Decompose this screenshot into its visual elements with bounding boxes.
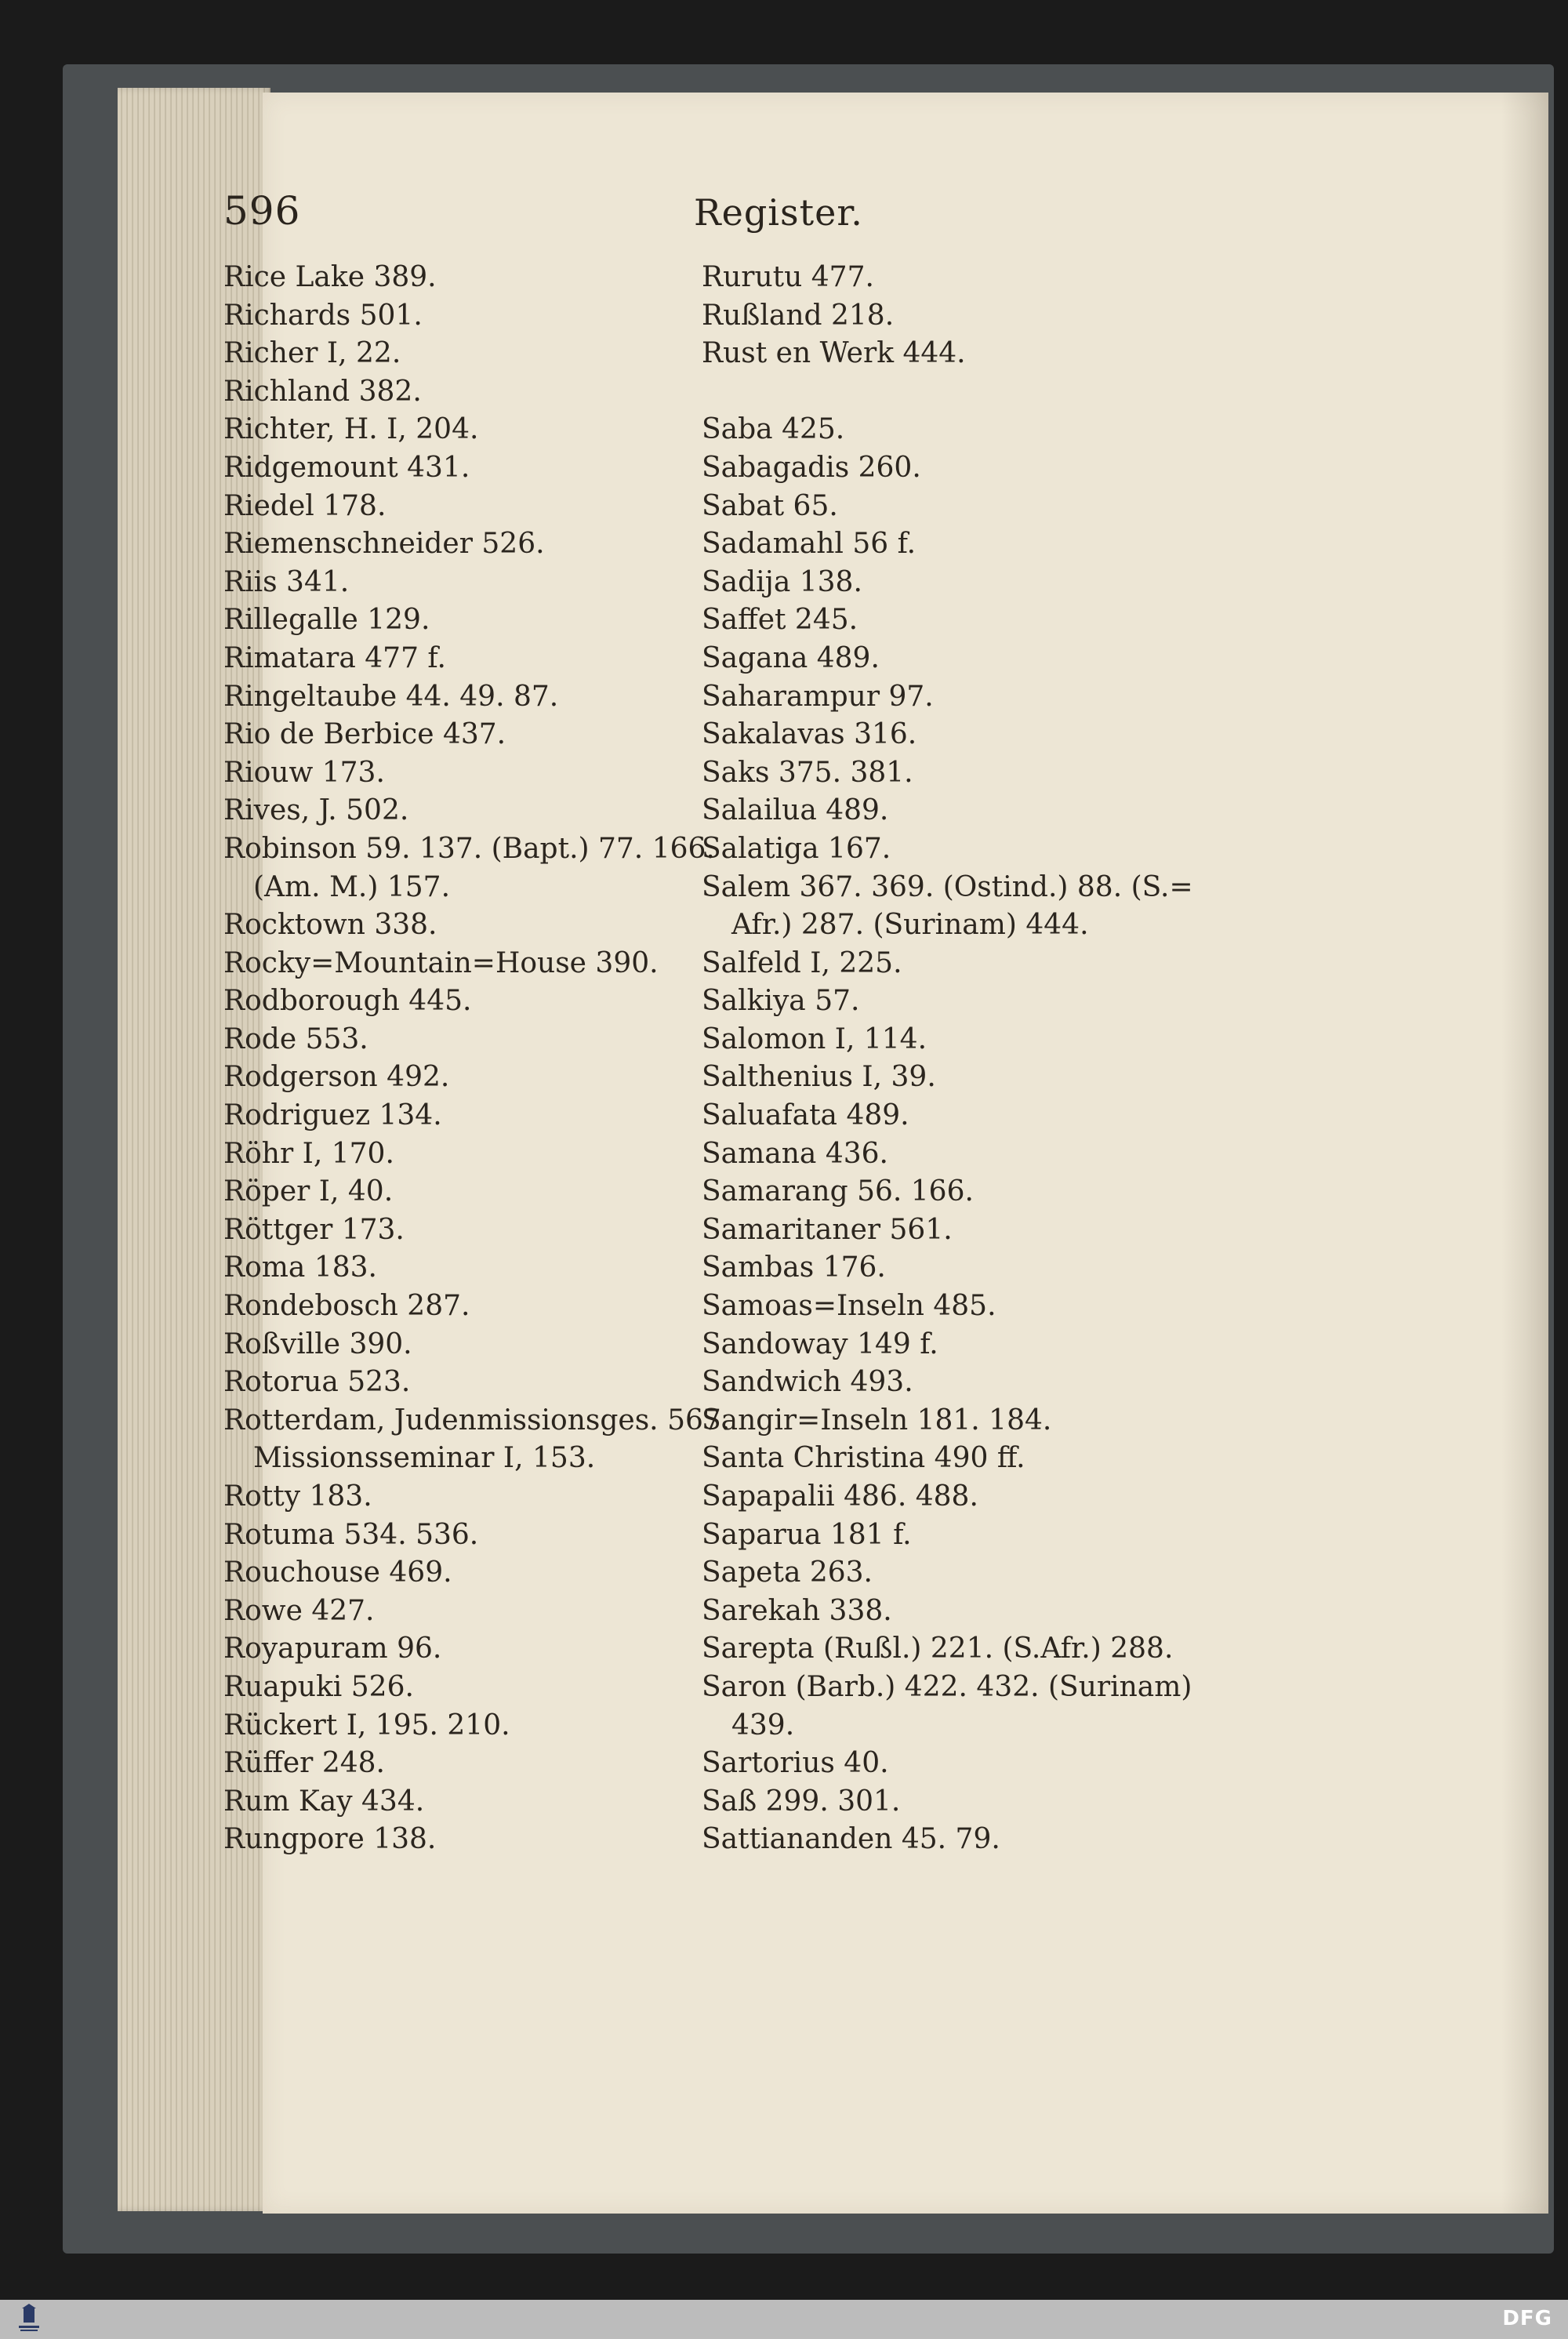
index-entry: Salem 367. 369. (Ostind.) 88. (S.= — [702, 870, 1193, 903]
index-entry: Richter, H. I, 204. — [223, 413, 479, 446]
index-entry: Rodborough 445. — [223, 985, 472, 1018]
index-entry: Saparua 181 f. — [702, 1518, 912, 1551]
index-entry: Rußland 218. — [702, 299, 895, 332]
index-entry: Salkiya 57. — [702, 985, 860, 1018]
index-entry: Samaritaner 561. — [702, 1213, 953, 1246]
page-number: 596 — [223, 188, 301, 234]
index-entry: Sambas 176. — [702, 1251, 886, 1284]
index-entry: Samoas=Inseln 485. — [702, 1290, 996, 1323]
index-entry: Saffet 245. — [702, 604, 858, 637]
index-entry: Rotuma 534. 536. — [223, 1518, 479, 1551]
index-entry: Saluafata 489. — [702, 1099, 909, 1132]
index-entry: Sandwich 493. — [702, 1366, 913, 1399]
index-entry: Sadamahl 56 f. — [702, 528, 916, 561]
index-entry: Sadija 138. — [702, 565, 862, 598]
index-entry: Salatiga 167. — [702, 832, 891, 865]
index-entry: Rondebosch 287. — [223, 1290, 470, 1323]
index-entry: Roßville 390. — [223, 1327, 412, 1360]
index-entry: Rillegalle 129. — [223, 604, 430, 637]
index-entry: Richards 501. — [223, 299, 423, 332]
index-entry: Robinson 59. 137. (Bapt.) 77. 166. — [223, 832, 715, 865]
index-entry: Richer I, 22. — [223, 337, 401, 370]
index-entry: Roma 183. — [223, 1251, 377, 1284]
index-entry: Saron (Barb.) 422. 432. (Surinam) — [702, 1670, 1192, 1703]
index-entry: Salthenius I, 39. — [702, 1061, 936, 1094]
index-entry: Rodriguez 134. — [223, 1099, 442, 1132]
index-entry: Rocky=Mountain=House 390. — [223, 946, 659, 979]
index-entry: Sapapalii 486. 488. — [702, 1480, 978, 1513]
index-entry: Rives, J. 502. — [223, 794, 409, 827]
index-entry: Röttger 173. — [223, 1213, 405, 1246]
dfg-logo: DFG — [1502, 2307, 1552, 2330]
index-entry: Salomon I, 114. — [702, 1022, 927, 1055]
index-entry: Saks 375. 381. — [702, 756, 913, 789]
index-entry: Sarekah 338. — [702, 1594, 892, 1627]
index-entry: Samana 436. — [702, 1137, 888, 1170]
index-entry: Riis 341. — [223, 565, 350, 598]
index-entry: Santa Christina 490 ff. — [702, 1442, 1025, 1475]
index-entry: Röper I, 40. — [223, 1175, 394, 1208]
index-entry: Sagana 489. — [702, 641, 880, 674]
index-entry: Sartorius 40. — [702, 1747, 889, 1780]
index-entry: Rum Kay 434. — [223, 1785, 425, 1818]
index-entry-continuation: 439. — [731, 1709, 795, 1742]
page-header — [223, 188, 1415, 251]
index-entry: Rodgerson 492. — [223, 1061, 450, 1094]
section-gap — [702, 373, 1203, 412]
index-entry: Rimatara 477 f. — [223, 641, 446, 674]
index-entry: Rocktown 338. — [223, 909, 437, 942]
index-entry: Riedel 178. — [223, 489, 387, 522]
index-entry: Sattiananden 45. 79. — [702, 1823, 1000, 1856]
index-entry: Rückert I, 195. 210. — [223, 1709, 510, 1742]
index-entry: Rungpore 138. — [223, 1823, 437, 1856]
index-entry: Röhr I, 170. — [223, 1137, 394, 1170]
gutter-shadow — [1501, 93, 1548, 2214]
viewer-footer-bar — [0, 2300, 1568, 2339]
index-entry: Salailua 489. — [702, 794, 889, 827]
index-entry: Sakalavas 316. — [702, 718, 917, 751]
index-entry: Rode 553. — [223, 1022, 368, 1055]
index-entry: Rurutu 477. — [702, 261, 874, 293]
index-entry: Rust en Werk 444. — [702, 337, 966, 370]
index-column-right — [702, 259, 1203, 1859]
index-entry: Royapuram 96. — [223, 1633, 442, 1665]
index-entry-continuation: Afr.) 287. (Surinam) 444. — [731, 909, 1089, 942]
index-entry: Rotorua 523. — [223, 1366, 411, 1399]
index-entry: Ruapuki 526. — [223, 1670, 414, 1703]
index-column-left — [223, 259, 731, 1859]
index-entry: Rüffer 248. — [223, 1747, 385, 1780]
index-entry: Rowe 427. — [223, 1594, 375, 1627]
index-entry: Sarepta (Rußl.) 221. (S.Afr.) 288. — [702, 1633, 1174, 1665]
index-entry: Riouw 173. — [223, 756, 385, 789]
index-entry: Ringeltaube 44. 49. 87. — [223, 680, 559, 713]
library-logo-icon — [16, 2304, 42, 2335]
index-entry: Richland 382. — [223, 375, 422, 408]
index-entry: Rouchouse 469. — [223, 1556, 452, 1589]
index-entry: Ridgemount 431. — [223, 451, 470, 484]
index-entry: Rotterdam, Judenmissionsges. 567. — [223, 1404, 731, 1436]
index-entry: Rotty 183. — [223, 1480, 372, 1513]
index-entry: Salfeld I, 225. — [702, 946, 902, 979]
index-entry: Sabat 65. — [702, 489, 838, 522]
index-entry: Samarang 56. 166. — [702, 1175, 974, 1208]
index-entry-continuation: Missionsseminar I, 153. — [253, 1442, 596, 1475]
index-entry: Saharampur 97. — [702, 680, 934, 713]
index-entry: Saß 299. 301. — [702, 1785, 901, 1818]
index-entry: Sangir=Inseln 181. 184. — [702, 1404, 1052, 1436]
index-entry: Sapeta 263. — [702, 1556, 873, 1589]
index-entry: Rice Lake 389. — [223, 261, 437, 293]
index-entry: Riemenschneider 526. — [223, 528, 545, 561]
index-entry: Sabagadis 260. — [702, 451, 921, 484]
index-entry: Saba 425. — [702, 413, 845, 446]
running-title: Register. — [694, 191, 863, 234]
index-entry: Sandoway 149 f. — [702, 1327, 938, 1360]
index-entry: Rio de Berbice 437. — [223, 718, 506, 751]
index-entry-continuation: (Am. M.) 157. — [253, 870, 451, 903]
